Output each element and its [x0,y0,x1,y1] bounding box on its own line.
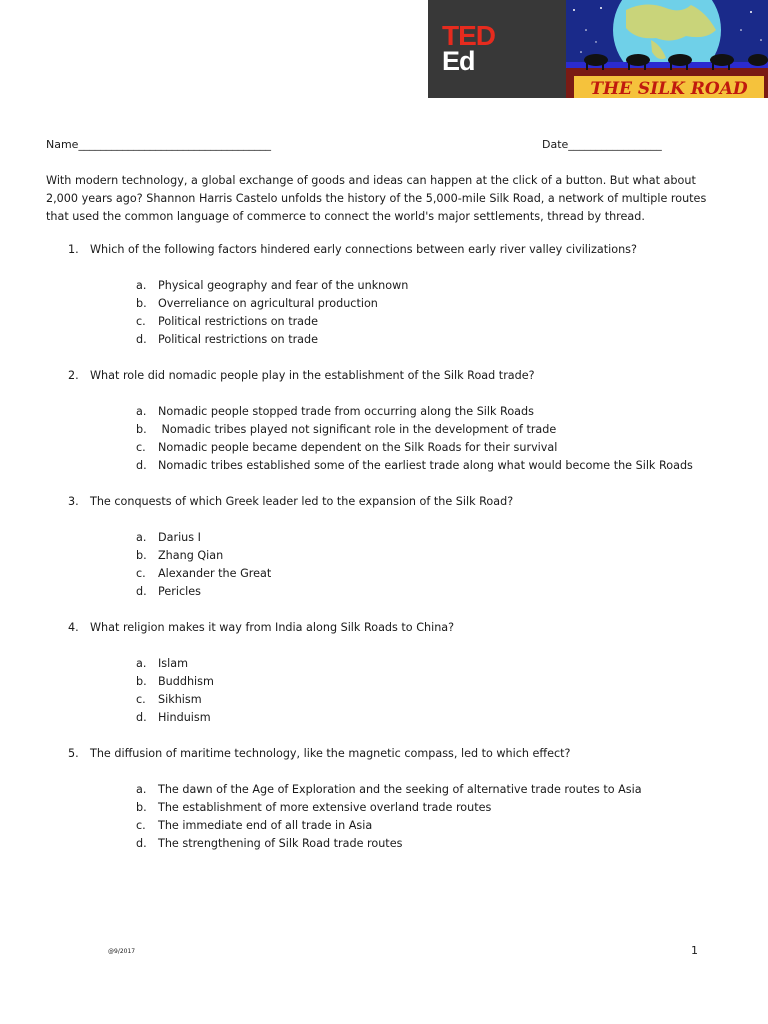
option-letter: d. [136,585,147,598]
answer-option [136,529,271,547]
option-text: The immediate end of all trade in Asia [158,819,373,832]
option-letter: c. [136,819,146,832]
question-text: What role did nomadic people play in the establishment of the Silk Road trade? [90,369,535,382]
answer-option [136,403,693,421]
answer-option [136,277,408,295]
answer-option [136,439,693,457]
answer-option [136,457,693,475]
option-letter: a. [136,657,147,670]
page-number: 1 [691,944,698,957]
option-text: Physical geography and fear of the unknown [158,279,409,292]
question-number: 3. [68,495,79,508]
intro-paragraph: With modern technology, a global exchange of goods and ideas can happen at the click of a button. But what about 2,000 years ago? Shannon Harris Castelo unfolds the history of the 5,000-mile Silk Road, a network of multiple routes that used the common language of commerce to connect the world's major settlements, thread by thread. [46,174,707,223]
option-text: Buddhism [158,675,214,688]
question-4-options [136,655,214,727]
question-text: The conquests of which Greek leader led to the expansion of the Silk Road? [90,495,514,508]
option-letter: a. [136,405,147,418]
option-text: Darius I [158,531,201,544]
answer-option [136,295,408,313]
option-letter: a. [136,783,147,796]
option-text: Nomadic tribes established some of the earliest trade along what would become the Silk Roads [158,459,693,472]
option-text: Hinduism [158,711,211,724]
option-text: Overreliance on agricultural production [158,297,378,310]
option-text: Alexander the Great [158,567,272,580]
question-3 [68,493,513,511]
ted-logo-text: TED [442,20,495,51]
question-2-options [136,403,693,475]
answer-option [136,673,214,691]
question-number: 2. [68,369,79,382]
silk-road-banner [566,0,768,98]
option-text: Nomadic people became dependent on the Silk Roads for their survival [158,441,558,454]
answer-option [136,313,408,331]
option-letter: d. [136,711,147,724]
option-letter: b. [136,549,147,562]
banner-title: THE SILK ROAD [590,79,748,98]
question-number: 1. [68,243,79,256]
question-5 [68,745,571,763]
question-5-options [136,781,642,853]
question-number: 4. [68,621,79,634]
name-field: Name___________________________________ [46,138,271,151]
option-letter: c. [136,315,146,328]
answer-option [136,799,642,817]
option-text: Nomadic tribes played not significant role in the development of trade [158,423,557,436]
option-text: Political restrictions on trade [158,333,319,346]
option-letter: d. [136,333,147,346]
answer-option [136,781,642,799]
option-text: Pericles [158,585,201,598]
option-text: Zhang Qian [158,549,224,562]
answer-option [136,691,214,709]
option-letter: c. [136,693,146,706]
question-text: What religion makes it way from India along Silk Roads to China? [90,621,455,634]
question-1-options [136,277,408,349]
answer-option [136,655,214,673]
option-text: Islam [158,657,188,670]
option-text: The establishment of more extensive overland trade routes [158,801,492,814]
question-text: The diffusion of maritime technology, like the magnetic compass, led to which effect? [90,747,571,760]
option-letter: b. [136,297,147,310]
option-text: Nomadic people stopped trade from occurring along the Silk Roads [158,405,534,418]
ted-ed-logo [428,0,566,98]
question-2 [68,367,535,385]
option-letter: d. [136,459,147,472]
answer-option [136,835,642,853]
answer-option [136,817,642,835]
option-letter: b. [136,423,147,436]
answer-option [136,709,214,727]
option-text: The strengthening of Silk Road trade routes [158,837,403,850]
question-number: 5. [68,747,79,760]
option-text: Sikhism [158,693,202,706]
option-letter: a. [136,279,147,292]
question-text: Which of the following factors hindered early connections between early river valley civilizations? [90,243,637,256]
option-text: The dawn of the Age of Exploration and the seeking of alternative trade routes to Asia [158,783,642,796]
option-letter: c. [136,567,146,580]
silk-road-banner-image [566,0,768,98]
footer-date: @9/2017 [108,948,136,955]
answer-option [136,421,693,439]
option-text: Political restrictions on trade [158,315,319,328]
ed-logo-text: Ed [442,46,475,76]
answer-option [136,547,271,565]
option-letter: b. [136,801,147,814]
question-4 [68,619,454,637]
option-letter: b. [136,675,147,688]
option-letter: d. [136,837,147,850]
question-3-options [136,529,271,601]
date-field: Date_________________ [542,138,662,151]
question-1 [68,241,637,259]
answer-option [136,331,408,349]
option-letter: c. [136,441,146,454]
answer-option [136,565,271,583]
option-letter: a. [136,531,147,544]
answer-option [136,583,271,601]
